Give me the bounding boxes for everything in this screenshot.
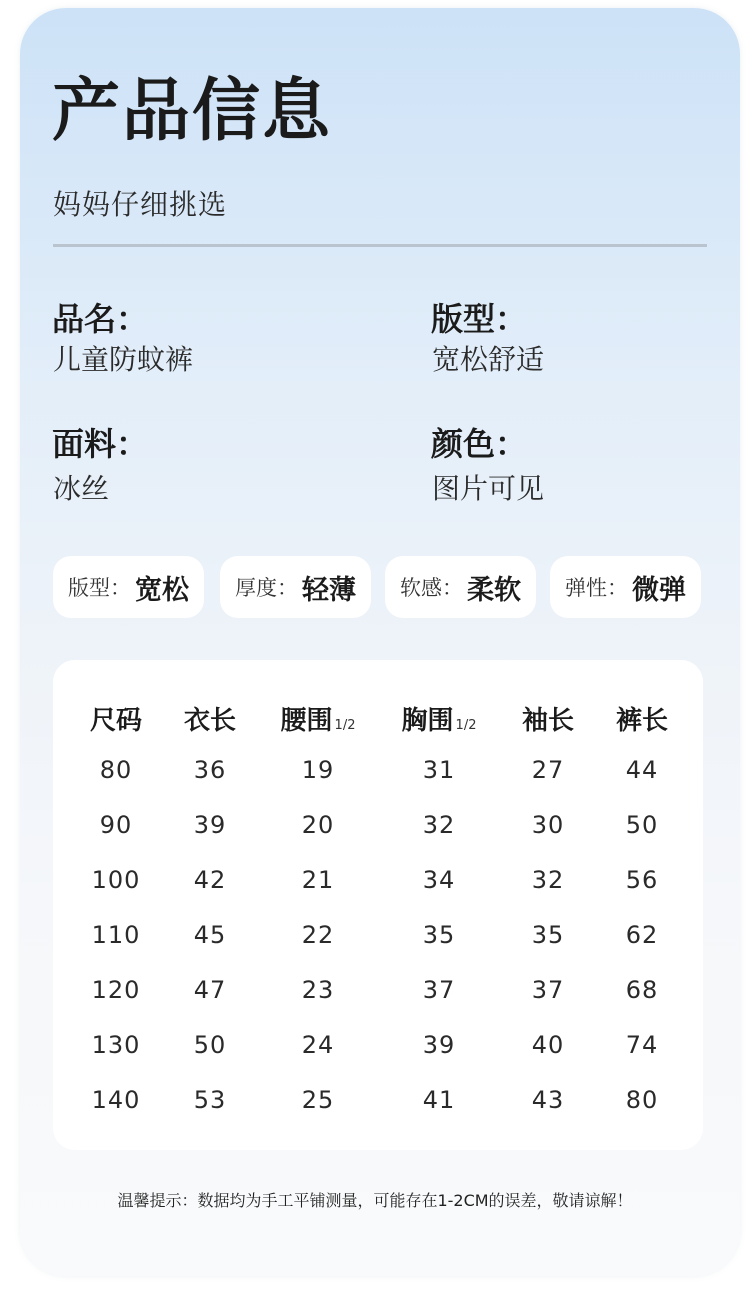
table-cell: 23 (301, 976, 335, 1004)
table-header: 袖长 (521, 706, 575, 736)
table-cell: 90 (99, 811, 133, 839)
attribute-pill-value: 柔软 (467, 574, 521, 606)
fit-value: 宽松舒适 (432, 343, 545, 376)
table-cell: 47 (193, 976, 227, 1004)
table-cell: 37 (531, 976, 565, 1004)
table-cell: 37 (422, 976, 456, 1004)
table-cell: 32 (531, 866, 565, 894)
table-cell: 40 (531, 1031, 565, 1059)
table-cell: 24 (301, 1031, 335, 1059)
attribute-pill-thickness (220, 556, 371, 618)
table-cell: 39 (193, 811, 227, 839)
table-cell: 27 (531, 756, 565, 784)
divider (53, 244, 707, 247)
table-cell: 20 (301, 811, 335, 839)
table-cell: 32 (422, 811, 456, 839)
product-name-label: 品名： (52, 300, 149, 338)
table-cell: 50 (625, 811, 659, 839)
footer-tip: 温馨提示：数据均为手工平铺测量，可能存在1-2CM的误差，敬请谅解！ (117, 1191, 633, 1210)
table-header: 腰围 1/2 (280, 706, 356, 736)
table-cell: 30 (531, 811, 565, 839)
table-cell: 35 (531, 921, 565, 949)
attribute-pill-fit (53, 556, 204, 618)
attribute-pill-label: 软感： (400, 576, 463, 600)
table-cell: 130 (91, 1031, 141, 1059)
table-cell: 50 (193, 1031, 227, 1059)
table-cell: 56 (625, 866, 659, 894)
product-name-value: 儿童防蚊裤 (53, 343, 194, 376)
table-cell: 25 (301, 1086, 335, 1114)
table-header: 衣长 (183, 706, 237, 736)
table-cell: 62 (625, 921, 659, 949)
table-cell: 43 (531, 1086, 565, 1114)
table-cell: 21 (301, 866, 335, 894)
attribute-pill-label: 厚度： (235, 576, 298, 600)
attribute-pill-value: 宽松 (135, 574, 189, 606)
table-cell: 41 (422, 1086, 456, 1114)
attribute-pill-softness (385, 556, 536, 618)
table-cell: 80 (625, 1086, 659, 1114)
table-header: 尺码 (89, 706, 143, 736)
table-cell: 22 (301, 921, 335, 949)
attribute-pill-label: 版型： (68, 576, 131, 600)
table-cell: 100 (91, 866, 141, 894)
table-cell: 34 (422, 866, 456, 894)
table-cell: 120 (91, 976, 141, 1004)
table-cell: 44 (625, 756, 659, 784)
attribute-pill-value: 轻薄 (302, 574, 356, 606)
table-header: 裤长 (615, 706, 669, 736)
size-table (53, 660, 703, 1150)
table-cell: 80 (99, 756, 133, 784)
table-cell: 39 (422, 1031, 456, 1059)
fit-label: 版型： (431, 300, 528, 338)
table-cell: 45 (193, 921, 227, 949)
color-value: 图片可见 (432, 472, 545, 505)
attribute-pill-value: 微弹 (632, 574, 686, 606)
page-title: 产品信息 (52, 72, 333, 151)
table-cell: 68 (625, 976, 659, 1004)
table-cell: 140 (91, 1086, 141, 1114)
table-cell: 19 (301, 756, 335, 784)
table-cell: 42 (193, 866, 227, 894)
fabric-label: 面料： (52, 425, 149, 463)
table-cell: 53 (193, 1086, 227, 1114)
table-cell: 110 (91, 921, 141, 949)
table-cell: 36 (193, 756, 227, 784)
page-subtitle: 妈妈仔细挑选 (53, 188, 228, 221)
attribute-pill-elasticity (550, 556, 701, 618)
attribute-pill-label: 弹性： (565, 576, 628, 600)
table-cell: 74 (625, 1031, 659, 1059)
color-label: 颜色： (431, 425, 528, 463)
table-cell: 31 (422, 756, 456, 784)
table-header: 胸围 1/2 (401, 706, 477, 736)
table-cell: 35 (422, 921, 456, 949)
fabric-value: 冰丝 (53, 472, 110, 505)
